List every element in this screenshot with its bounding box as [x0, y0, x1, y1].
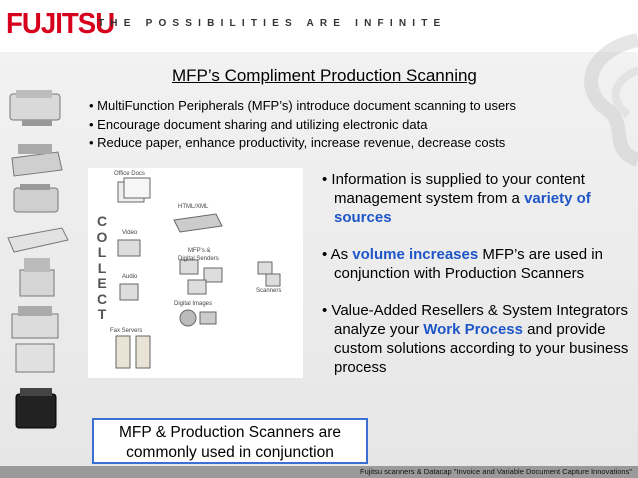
- bullet-text: Value-Added Resellers & System Integrators analyze your: [331, 302, 628, 338]
- flatbed-scanner-icon: [8, 228, 68, 252]
- black-scanner-icon: [16, 388, 56, 428]
- bullet-highlight: variety of sources: [334, 190, 591, 226]
- mfp-icon: [180, 260, 222, 294]
- collect-letter: L: [97, 259, 107, 276]
- video-icon: [118, 240, 140, 256]
- right-bullet: [322, 245, 632, 283]
- bullet-text: MFP’s are used in conjunction with Production Scanners: [334, 246, 603, 282]
- scanner-devices-strip: [2, 88, 74, 438]
- fax-servers-icon: [116, 336, 150, 368]
- header-bar: [0, 0, 638, 52]
- digital-senders-label: Digital Senders: [178, 256, 219, 262]
- document-scanner-icon: [12, 306, 58, 338]
- digital-images-label: Digital Images: [174, 301, 213, 307]
- collect-vertical-label: [95, 214, 109, 323]
- office-docs-label: Office Docs: [114, 171, 145, 177]
- collect-letter: T: [97, 306, 107, 322]
- bullet-text: Information is supplied to your content management system from a: [331, 171, 585, 207]
- top-bullet: • Encourage document sharing and utilizing electronic data: [89, 116, 609, 135]
- mobile-scanner-icon: [16, 344, 54, 372]
- adf-scanner-icon: [20, 258, 54, 296]
- audio-icon: [120, 284, 138, 300]
- collect-letter: L: [97, 244, 107, 260]
- callout-box: MFP & Production Scanners are commonly used in conjunction: [92, 418, 368, 464]
- diagram-graphics: [88, 168, 303, 378]
- slide-title: MFP’s Compliment Production Scanning: [172, 66, 477, 85]
- top-bullet: • MultiFunction Peripherals (MFP’s) introduce document scanning to users: [89, 97, 609, 116]
- digital-images-icon: [180, 310, 216, 326]
- footer-bar: [0, 466, 638, 478]
- collect-letter: E: [97, 275, 107, 291]
- right-bullet: [322, 170, 632, 227]
- right-bullet-list: [322, 170, 632, 395]
- top-bullet-list: [89, 97, 609, 153]
- bullet-highlight: volume increases: [352, 246, 479, 263]
- bullet-highlight: Work Process: [423, 321, 523, 338]
- bullet-text: and provide custom solutions according to your business process: [334, 321, 629, 376]
- collect-letter: O: [96, 228, 108, 245]
- bullet-text: As: [330, 246, 353, 263]
- fax-servers-label: Fax Servers: [110, 328, 143, 334]
- tagline: THE POSSIBILITIES ARE INFINITE: [98, 18, 447, 29]
- right-bullet: [322, 301, 632, 377]
- footer-text: Fujitsu scanners & Datacap "Invoice and Variable Document Capture Innovations": [360, 467, 632, 476]
- desktop-scanner-icon: [14, 184, 58, 212]
- production-scanner-icon: [10, 90, 60, 126]
- audio-label: Audio: [122, 274, 138, 280]
- office-docs-icon: [118, 178, 150, 202]
- video-label: Video: [122, 230, 138, 236]
- sheetfed-scanner-icon: [12, 144, 62, 176]
- html-xml-label: HTML/XML: [178, 204, 209, 210]
- scanners-icon: [258, 262, 280, 286]
- collect-diagram: [88, 168, 303, 378]
- html-xml-icon: [174, 214, 222, 232]
- fujitsu-logo: FUJITSU: [6, 8, 115, 40]
- top-bullet: • Reduce paper, enhance productivity, increase revenue, decrease costs: [89, 134, 609, 153]
- scanners-label: Scanners: [256, 288, 282, 294]
- collect-letter: C: [96, 290, 108, 307]
- mfps-label: MFP’s &: [188, 248, 211, 254]
- collect-letter: C: [96, 213, 108, 229]
